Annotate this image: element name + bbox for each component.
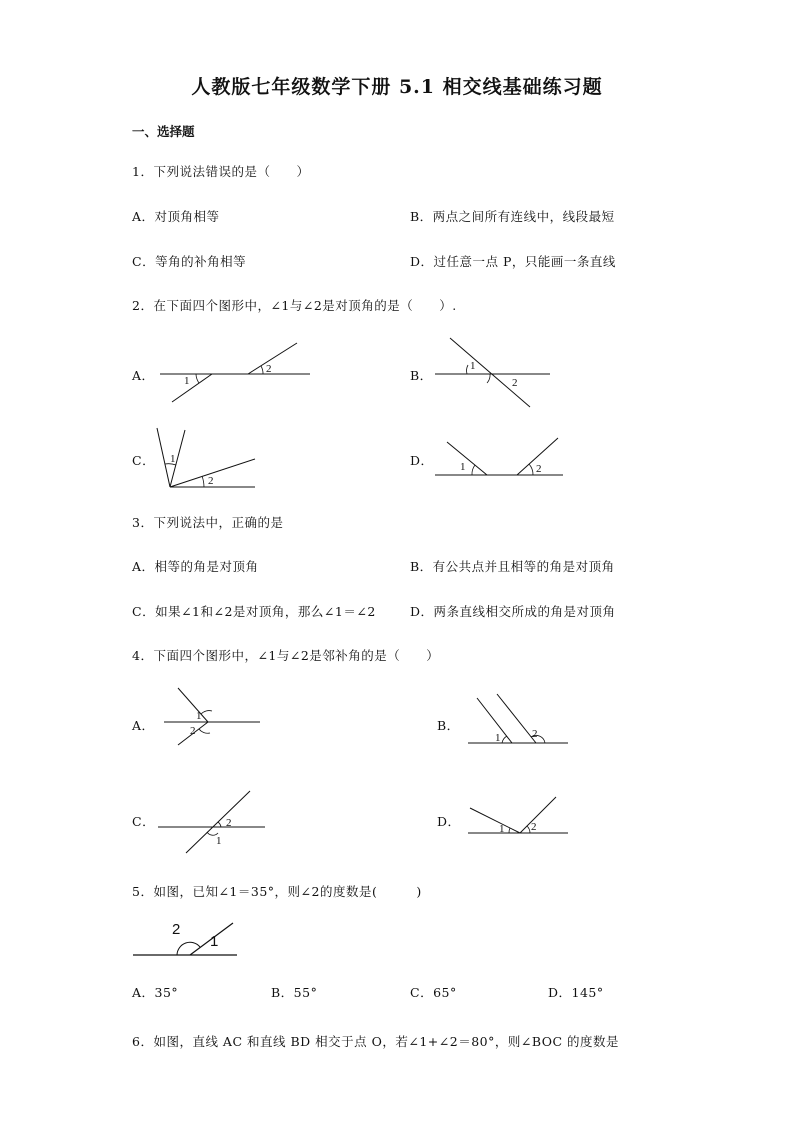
question-4-option-a[interactable]: A． bbox=[132, 718, 155, 733]
question-2-option-d[interactable]: D． bbox=[410, 453, 434, 468]
angle-label-2: 2 bbox=[226, 817, 232, 829]
question-1-option-a[interactable]: A．对顶角相等 bbox=[132, 209, 220, 224]
question-4-option-d[interactable]: D． bbox=[437, 814, 461, 829]
question-4-option-c[interactable]: C． bbox=[132, 814, 156, 829]
question-3-stem: 3．下列说法中，正确的是 bbox=[132, 515, 284, 530]
angle-label-1: 1 bbox=[170, 453, 176, 465]
question-3-option-b[interactable]: B．有公共点并且相等的角是对顶角 bbox=[410, 559, 615, 574]
question-2-figure-d bbox=[425, 430, 570, 485]
angle-label-1: 1 bbox=[460, 461, 466, 473]
question-4-stem: 4．下面四个图形中，∠1与∠2是邻补角的是（ ） bbox=[132, 648, 440, 663]
angle-label-1: 1 bbox=[196, 710, 202, 722]
angle-label-2: 2 bbox=[266, 363, 272, 375]
angle-label-2: 2 bbox=[531, 821, 537, 833]
page-title: 人教版七年级数学下册 5.1 相交线基础练习题 bbox=[191, 76, 603, 98]
question-2-option-c[interactable]: C． bbox=[132, 453, 156, 468]
question-5-option-d[interactable]: D．145° bbox=[548, 985, 604, 1000]
question-3-option-a[interactable]: A．相等的角是对顶角 bbox=[132, 559, 259, 574]
angle-label-1: 1 bbox=[470, 360, 476, 372]
question-1-option-b[interactable]: B．两点之间所有连线中，线段最短 bbox=[410, 209, 615, 224]
question-2-figure-a bbox=[150, 335, 320, 410]
angle-label-2: 2 bbox=[532, 728, 538, 740]
question-4-figure-a bbox=[150, 685, 270, 750]
question-4-figure-d bbox=[460, 790, 575, 845]
question-5-figure bbox=[130, 915, 245, 965]
question-2-stem: 2．在下面四个图形中，∠1与∠2是对顶角的是（ ）. bbox=[132, 298, 457, 313]
question-4-figure-b bbox=[460, 690, 575, 750]
question-1-option-c[interactable]: C．等角的补角相等 bbox=[132, 254, 247, 269]
angle-label-1: 1 bbox=[499, 823, 505, 835]
question-2-figure-b bbox=[425, 335, 560, 410]
question-4-option-b[interactable]: B． bbox=[437, 718, 460, 733]
angle-label-2: 2 bbox=[512, 377, 518, 389]
question-5-stem: 5．如图，已知∠1＝35°，则∠2的度数是( ) bbox=[132, 884, 422, 899]
question-3-option-c[interactable]: C．如果∠1和∠2是对顶角，那么∠1＝∠2 bbox=[132, 604, 376, 619]
question-2-option-a[interactable]: A． bbox=[132, 368, 155, 383]
angle-label-1: 1 bbox=[216, 835, 222, 847]
question-1-stem: 1．下列说法错误的是（ ） bbox=[132, 164, 310, 179]
question-5-option-b[interactable]: B．55° bbox=[271, 985, 318, 1000]
question-2-option-b[interactable]: B． bbox=[410, 368, 433, 383]
angle-label-2: 2 bbox=[208, 475, 214, 487]
angle-label-1: 1 bbox=[184, 375, 190, 387]
question-2-figure-c bbox=[150, 425, 270, 495]
question-4-figure-c bbox=[150, 785, 275, 855]
angle-label-1: 1 bbox=[210, 933, 219, 950]
question-6-stem: 6．如图，直线 AC 和直线 BD 相交于点 O，若∠1+∠2＝80°，则∠BOC 的度数是 bbox=[132, 1034, 620, 1049]
angle-label-2: 2 bbox=[172, 921, 181, 938]
angle-label-2: 2 bbox=[190, 725, 196, 737]
angle-label-1: 1 bbox=[495, 732, 501, 744]
question-3-option-d[interactable]: D．两条直线相交所成的角是对顶角 bbox=[410, 604, 616, 619]
question-1-option-d[interactable]: D．过任意一点 P，只能画一条直线 bbox=[410, 254, 616, 269]
question-5-option-c[interactable]: C．65° bbox=[410, 985, 457, 1000]
question-5-option-a[interactable]: A．35° bbox=[132, 985, 179, 1000]
section-heading: 一、选择题 bbox=[132, 124, 195, 139]
angle-label-2: 2 bbox=[536, 463, 542, 475]
